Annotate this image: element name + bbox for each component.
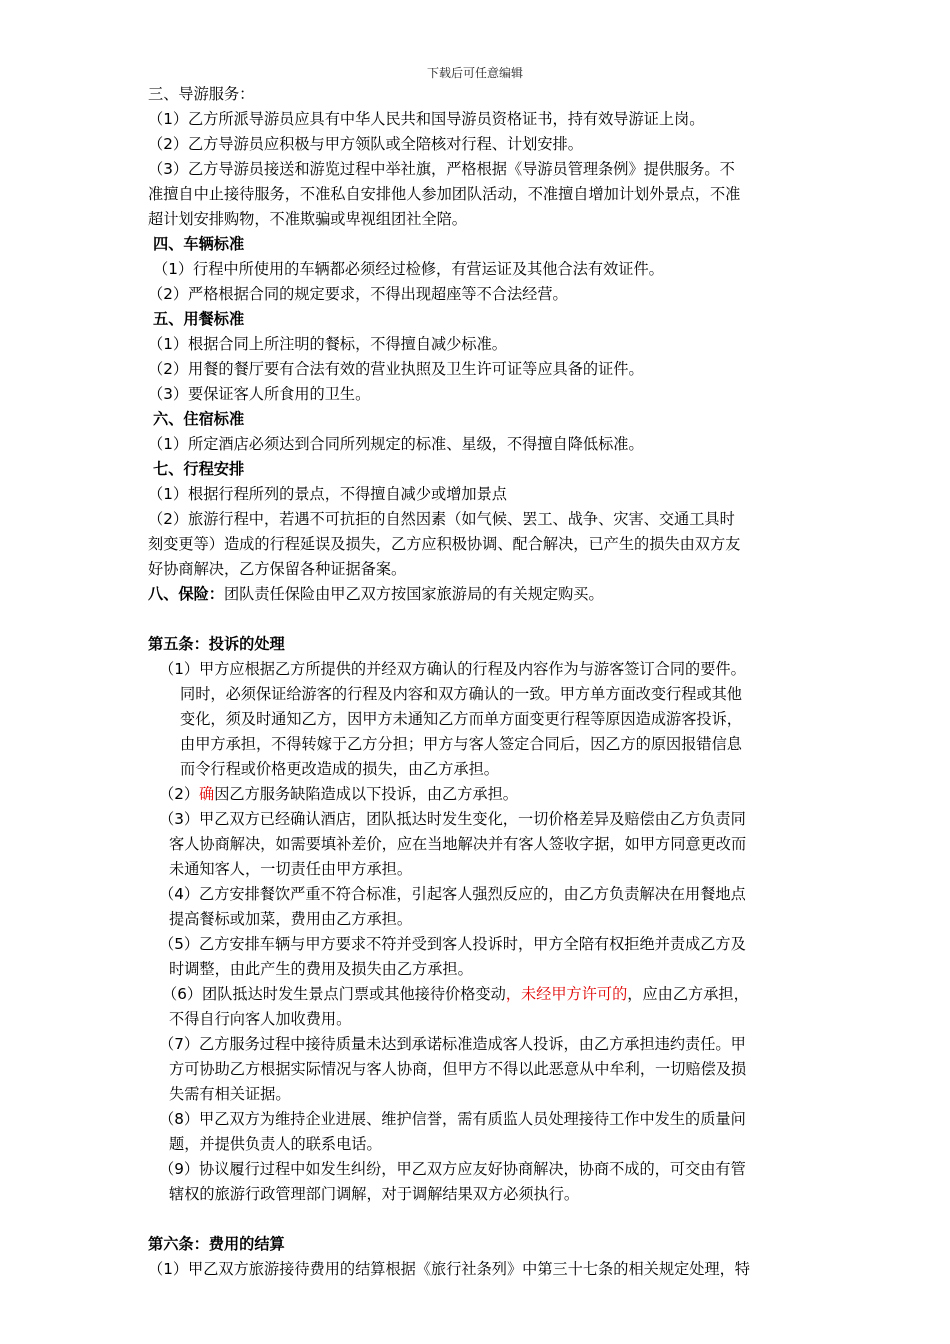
- text-line: （1）根据合同上所注明的餐标，不得擅自减少标准。: [148, 335, 507, 353]
- text-line: （9）协议履行过程中如发生纠纷，甲乙双方应友好协商解决，协商不成的，可交由有管: [159, 1160, 746, 1178]
- text-line: 方可协助乙方根据实际情况与客人协商，但甲方不得以此恶意从中牟利，一切赔偿及损: [169, 1060, 747, 1078]
- text-line: （5）乙方安排车辆与甲方要求不符并受到客人投诉时，甲方全陪有权拒绝并责成乙方及: [159, 935, 746, 953]
- text-line: （2）旅游行程中，若遇不可抗拒的自然因素（如气候、罢工、战争、灾害、交通工具时: [148, 510, 735, 528]
- text-line: （2）乙方导游员应积极与甲方领队或全陪核对行程、计划安排。: [148, 135, 583, 153]
- text-line: 五、用餐标准: [153, 310, 245, 328]
- text-line: （3）甲乙双方已经确认酒店，团队抵达时发生变化，一切价格差异及赔偿由乙方负责同: [159, 810, 746, 828]
- text-line: [162, 984, 749, 1004]
- text-line: 辖权的旅游行政管理部门调解，对于调解结果双方必须执行。: [169, 1185, 580, 1203]
- text-line: （1）行程中所使用的车辆都必须经过检修，有营运证及其他合法有效证件。: [153, 260, 664, 278]
- text-line: 客人协商解决，如需要填补差价，应在当地解决并有客人签收字据，如甲方同意更改而: [169, 835, 747, 853]
- text-line: 第五条：投诉的处理: [148, 635, 285, 653]
- text-segment: 团队责任保险由甲乙双方按国家旅游局的有关规定购买。: [223, 585, 604, 603]
- text-line: 题，并提供负责人的联系电话。: [169, 1135, 382, 1153]
- text-segment: ，应由乙方承担，: [627, 985, 749, 1003]
- text-line: 好协商解决，乙方保留各种证据备案。: [148, 560, 407, 578]
- text-line: （8）甲乙双方为维持企业进展、维护信誉，需有质监人员处理接待工作中发生的质量问: [159, 1110, 746, 1128]
- text-line: （1）根据行程所列的景点，不得擅自减少或增加景点: [148, 485, 507, 503]
- text-line: 不得自行向客人加收费用。: [169, 1010, 352, 1028]
- text-line: 未通知客人，一切责任由甲方承担。: [169, 860, 412, 878]
- highlighted-text: 确: [199, 785, 215, 803]
- text-line: 六、住宿标准: [153, 410, 245, 428]
- text-line: （1）所定酒店必须达到合同所列规定的标准、星级，不得擅自降低标准。: [148, 435, 644, 453]
- text-line: 三、导游服务：: [148, 85, 255, 103]
- text-line: （4）乙方安排餐饮严重不符合标准，引起客人强烈反应的，由乙方负责解决在用餐地点: [159, 885, 746, 903]
- text-line: 准擅自中止接待服务，不准私自安排他人参加团队活动，不准擅自增加计划外景点，不准: [148, 185, 741, 203]
- text-line: （1）乙方所派导游员应具有中华人民共和国导游员资格证书，持有效导游证上岗。: [148, 110, 705, 128]
- page-header: 下载后可任意编辑: [426, 66, 523, 80]
- text-segment: 八、保险：: [148, 585, 224, 603]
- text-line: 同时，必须保证给游客的行程及内容和双方确认的一致。甲方单方面改变行程或其他: [180, 685, 742, 703]
- text-line: 超计划安排购物，不准欺骗或卑视组团社全陪。: [148, 210, 467, 228]
- text-segment: （6）团队抵达时发生景点门票或其他接待价格变动: [162, 985, 506, 1003]
- text-line: （3）乙方导游员接送和游览过程中举社旗，严格根据《导游员管理条例》提供服务。不: [148, 160, 735, 178]
- text-line: （2）用餐的餐厅要有合法有效的营业执照及卫生许可证等应具备的证件。: [148, 360, 644, 378]
- text-line: 提高餐标或加菜，费用由乙方承担。: [169, 910, 412, 928]
- text-line: （3）要保证客人所食用的卫生。: [148, 385, 371, 403]
- text-line: 七、行程安排: [153, 460, 245, 478]
- text-line: 由甲方承担，不得转嫁于乙方分担；甲方与客人签定合同后，因乙方的原因报错信息: [180, 735, 742, 753]
- text-line: 变化，须及时通知乙方，因甲方未通知乙方而单方面变更行程等原因造成游客投诉，: [180, 710, 742, 728]
- text-line: 第六条：费用的结算: [148, 1235, 285, 1253]
- text-line: 刻变更等）造成的行程延误及损失，乙方应积极协调、配合解决，已产生的损失由双方友: [148, 535, 741, 553]
- text-line: 时调整，由此产生的费用及损失由乙方承担。: [169, 960, 473, 978]
- text-segment: （2）: [159, 785, 200, 803]
- text-line: （2）严格根据合同的规定要求，不得出现超座等不合法经营。: [148, 285, 568, 303]
- text-line: [159, 784, 518, 804]
- text-segment: 因乙方服务缺陷造成以下投诉，由乙方承担。: [214, 785, 518, 803]
- text-line: 而令行程或价格更改造成的损失，由乙方承担。: [180, 760, 499, 778]
- text-line: （1）甲乙双方旅游接待费用的结算根据《旅行社条列》中第三十七条的相关规定处理，特: [148, 1260, 750, 1278]
- text-line: 失需有相关证据。: [169, 1085, 291, 1103]
- highlighted-text: ，未经甲方许可的: [505, 985, 628, 1003]
- text-line: （1）甲方应根据乙方所提供的并经双方确认的行程及内容作为与游客签订合同的要件。: [159, 660, 746, 678]
- text-line: （7）乙方服务过程中接待质量未达到承诺标准造成客人投诉，由乙方承担违约责任。甲: [159, 1035, 746, 1053]
- text-line: 四、车辆标准: [153, 235, 245, 253]
- text-line: [148, 584, 604, 604]
